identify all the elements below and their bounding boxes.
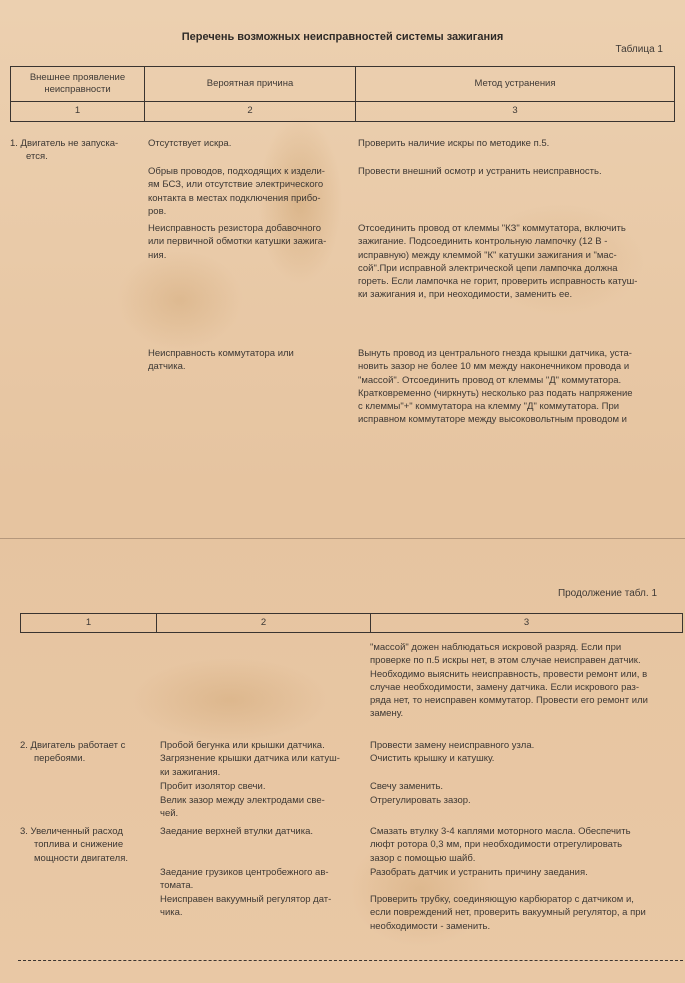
row3-fix3-line: если повреждений нет, проверить вакуумный регулятор, а при [370, 907, 646, 919]
row1-cause2-line: ров. [148, 205, 167, 217]
row1-fix4-continued [370, 641, 682, 721]
row2-fix3: Отрегулировать зазор. [370, 795, 471, 806]
row2-symptom-line2: перебоями. [34, 753, 86, 765]
row3-cause3-line: чика. [160, 907, 183, 919]
row2-cause2: Пробит изолятор свечи. [160, 781, 266, 792]
row3-fix3 [370, 893, 682, 933]
continuation-table-header [20, 613, 683, 633]
row2-symptom-line1: 2. Двигатель работает с [20, 740, 126, 751]
row1-cause1: Отсутствует искра. [148, 138, 232, 149]
row3-fix3-line: Проверить трубку, соединяющую карбюратор с датчиком и, [370, 894, 634, 905]
row1-cause3-line: Неисправность резистора добавочного [148, 223, 322, 234]
row1-fix4-cont-line: "массой" дожен наблюдаться искровой разряд. Если при [370, 642, 622, 653]
bottom-dashed-line [18, 960, 683, 961]
row1-fix4-line: Кратковременно (чиркнуть) несколько раз подать напряжение [358, 387, 633, 399]
row3-cause1: Заедание верхней втулки датчика. [160, 826, 314, 837]
row1-fix4-cont-line: ряда нет, то неисправен коммутатор. Провести его ремонт или [370, 695, 648, 707]
row3-fix3-line: необходимости - заменить. [370, 920, 491, 932]
row3-cause2 [160, 866, 365, 893]
document-title: Перечень возможных неисправностей системы зажигания [181, 31, 504, 43]
table-number-label: Таблица 1 [615, 44, 663, 55]
row1-fix4-line: "массой". Отсоединить провод от клеммы "Д" коммутатора. [358, 374, 622, 386]
header-num-1: 1 [74, 105, 81, 116]
row3-fix1-line: зазор с помощью шайб. [370, 852, 476, 864]
row1-fix3 [358, 222, 674, 302]
row1-fix4-line: исправном коммутаторе между высоковольтным проводом и [358, 414, 627, 426]
cont-header-num-3: 3 [523, 617, 530, 628]
row3-symptom-line1: 3. Увеличенный расход [20, 826, 123, 837]
row3-fix1 [370, 825, 682, 865]
table-header [10, 66, 675, 122]
row2-cause1-line: ки зажигания. [160, 766, 221, 778]
row1-fix3-line: исправную) между клеммой "К" катушки зажигания и "мас- [358, 249, 617, 261]
row3-symptom-line2: топлива и снижение [34, 839, 124, 851]
row2-fix1 [370, 739, 682, 766]
row2-cause1-line: Загрязнение крышки датчика или катуш- [160, 753, 340, 765]
page-fold-line [0, 538, 685, 539]
header-method: Метод устранения [474, 78, 556, 89]
row3-cause2-line: Заедание грузиков центробежного ав- [160, 867, 329, 878]
row1-symptom-line2: ется. [26, 151, 48, 163]
continuation-label: Продолжение табл. 1 [557, 588, 657, 599]
row2-fix1-line: Очистить крышку и катушку. [370, 753, 495, 765]
row1-fix3-line: сой".При исправной электрической цепи лампочка должна [358, 262, 618, 274]
row2-fix2: Свечу заменить. [370, 781, 444, 792]
row1-fix3-line: гореть. Если лампочка не горит, проверить исправность катуш- [358, 276, 638, 288]
row1-fix3-line: ки зажигания и, при неоходимости, заменить ее. [358, 289, 573, 301]
row1-fix4-cont-line: проверке по п.5 искры нет, в этом случае неисправен датчик. [370, 655, 641, 667]
row1-fix1: Проверить наличие искры по методике п.5. [358, 138, 550, 149]
header-num-2: 2 [247, 105, 253, 116]
row2-symptom [20, 739, 155, 766]
row2-cause1 [160, 739, 365, 779]
row1-cause3 [148, 222, 358, 262]
row1-cause4-line: датчика. [148, 361, 186, 373]
row1-fix4-cont-line: Необходимо выяснить неисправность, провести ремонт или, в [370, 668, 648, 680]
header-symptom-line1: Внешнее проявление [29, 72, 126, 83]
row1-cause4-line: Неисправность коммутатора или [148, 348, 294, 359]
row3-fix2: Разобрать датчик и устранить причину заедания. [370, 867, 588, 878]
row2-cause3-line: чей. [160, 808, 179, 820]
row1-symptom-line1: 1. Двигатель не запуска- [10, 138, 119, 149]
row3-symptom-line3: мощности двигателя. [34, 852, 128, 864]
row3-cause3-line: Неисправен вакуумный регулятор дат- [160, 894, 332, 905]
cont-header-num-2: 2 [260, 617, 267, 628]
row2-fix1-line: Провести замену неисправного узла. [370, 740, 535, 751]
row1-cause2-line: ям БСЗ, или отсутствие электрического [148, 179, 324, 191]
row1-cause2-line: контакта в местах подключения прибо- [148, 192, 321, 204]
row3-symptom [20, 825, 160, 865]
header-cause: Вероятная причина [206, 78, 294, 89]
row1-symptom [10, 137, 140, 164]
row2-cause3-line: Велик зазор между электродами све- [160, 795, 325, 806]
row2-cause3 [160, 794, 365, 821]
header-num-3: 3 [512, 105, 518, 116]
row1-fix3-line: зажигание. Подсоединить контрольную лампочку (12 В - [358, 236, 608, 248]
row3-fix1-line: Смазать втулку 3-4 каплями моторного масла. Обеспечить [370, 826, 631, 837]
header-symptom [11, 67, 144, 101]
row1-fix4-line: с клеммы"+" коммутатора на клемму "Д" коммутатора. При [358, 401, 620, 413]
row1-cause2 [148, 165, 358, 218]
row1-cause3-line: ния. [148, 249, 167, 261]
row1-fix4-line: новить зазор не более 10 мм между наконечником провода и [358, 361, 630, 373]
row1-cause2-line: Обрыв проводов, подходящих к издели- [148, 166, 325, 177]
row1-cause3-line: или первичной обмотки катушки зажига- [148, 236, 327, 248]
row3-fix1-line: люфт ротора 0,3 мм, при необходимости отрегулировать [370, 839, 623, 851]
row3-cause3 [160, 893, 365, 920]
header-symptom-line2: неисправности [44, 84, 111, 95]
row1-fix4-line: Вынуть провод из центрального гнезда крышки датчика, уста- [358, 348, 632, 359]
row1-fix4 [358, 347, 674, 427]
row3-cause2-line: томата. [160, 880, 194, 892]
row1-fix2: Провести внешний осмотр и устранить неисправность. [358, 166, 602, 177]
row2-cause1-line: Пробой бегунка или крышки датчика. [160, 740, 325, 751]
row1-cause4 [148, 347, 358, 374]
row1-fix3-line: Отсоединить провод от клеммы "КЗ" коммутатора, включить [358, 223, 626, 234]
row1-fix4-cont-line: случае необходимости, замену датчика. Если искрового раз- [370, 681, 640, 693]
cont-header-num-1: 1 [85, 617, 92, 628]
row1-fix4-cont-line: замену. [370, 708, 404, 720]
